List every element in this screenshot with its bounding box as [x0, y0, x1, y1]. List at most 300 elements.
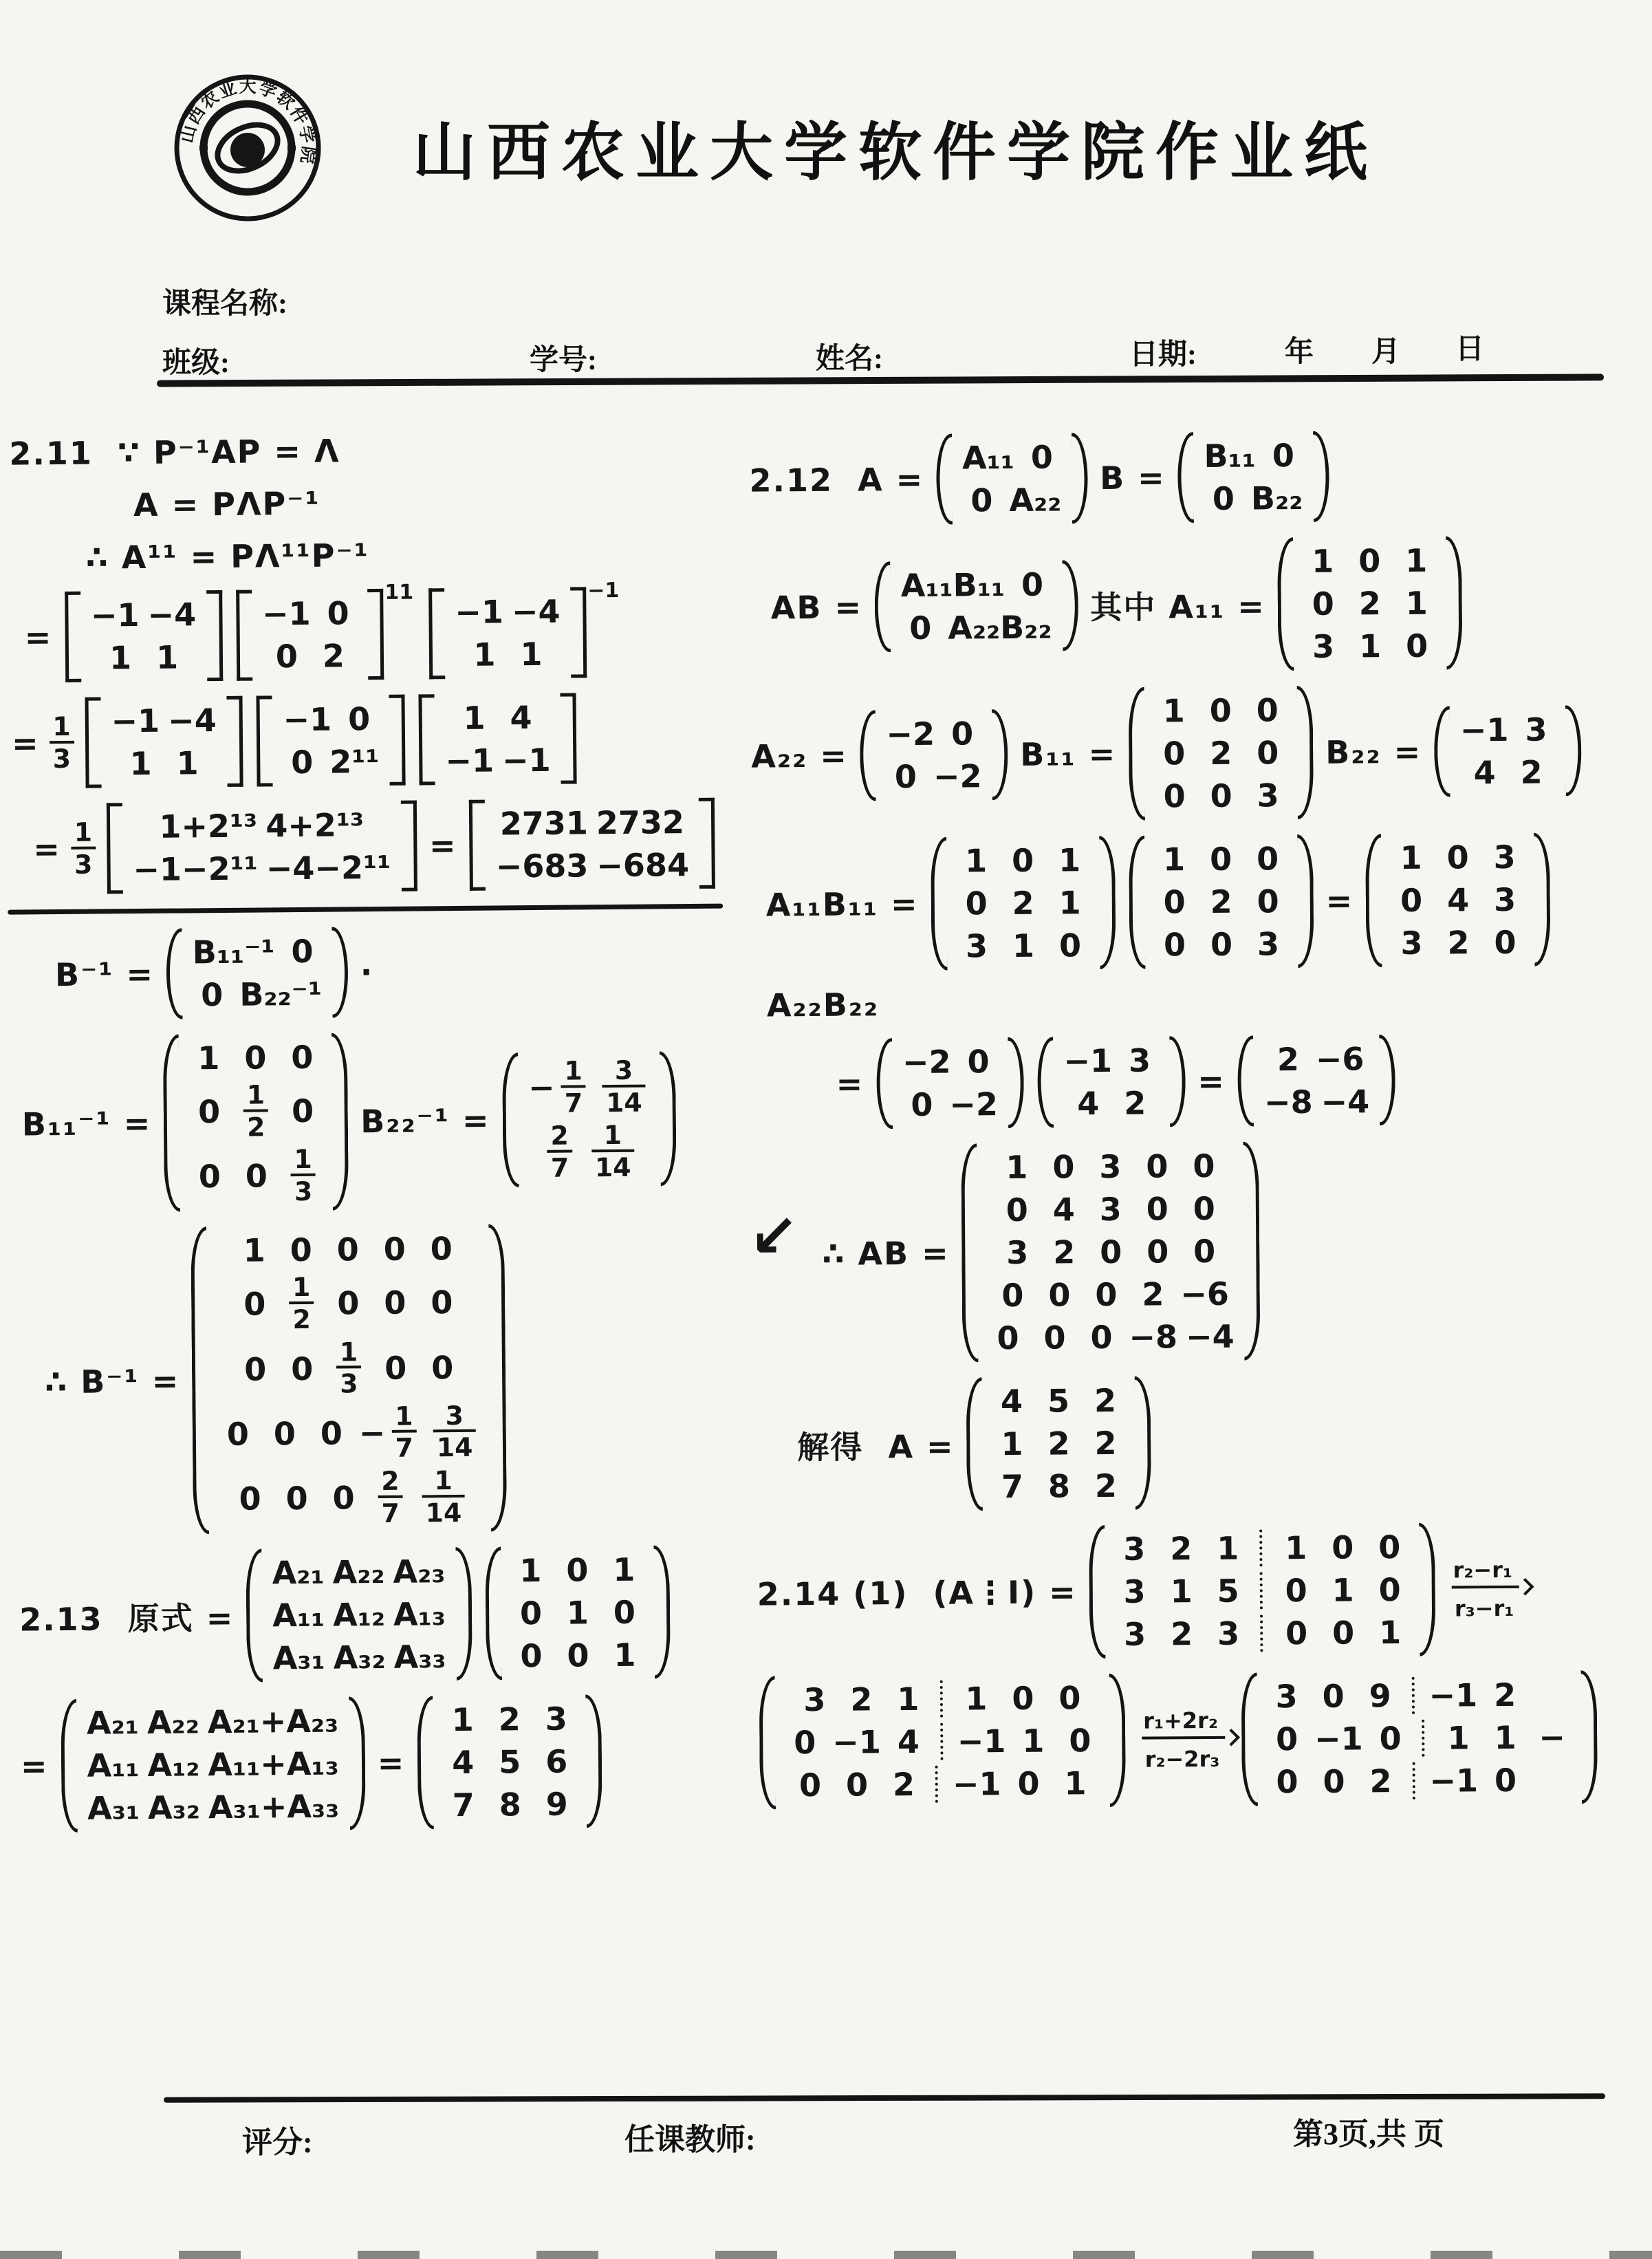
matrix-cell: −2 [902, 1043, 951, 1081]
matrix-cell [281, 1146, 327, 1206]
matrix-cell: 0 [290, 1231, 312, 1269]
matrix-row [492, 846, 693, 885]
matrix-row [1151, 840, 1290, 878]
matrix-row [985, 1275, 1237, 1315]
matrix-cell: 0 [243, 1350, 267, 1388]
matrix-row [213, 1230, 482, 1269]
matrix-cell: −4 [167, 702, 217, 739]
matrix-left-bracket [1241, 1673, 1257, 1806]
fraction-numerator: 1 [292, 1272, 311, 1303]
matrix-cell: 2¹¹ [329, 742, 380, 781]
matrix-cell: 0 [337, 1284, 360, 1322]
matrix-cell: 0 [244, 1039, 267, 1077]
matrix-row [954, 927, 1093, 964]
section-divider-line [8, 904, 723, 915]
matrix-cell: 0 [1212, 479, 1235, 517]
matrix-cell: 0 [1275, 1720, 1298, 1758]
fraction-denominator: 14 [422, 1494, 466, 1526]
fraction-numerator: 1 [434, 1465, 453, 1496]
fraction-denominator: 2 [243, 1109, 269, 1141]
matrix-row [1457, 753, 1559, 791]
matrix-cell: 1 [613, 1636, 636, 1674]
fraction-denominator: 3 [291, 1174, 316, 1206]
matrix-cell: −684 [596, 846, 690, 885]
matrix-cell: 0 [1100, 1233, 1122, 1271]
matrix-row [83, 1745, 343, 1784]
matrix [1037, 1036, 1185, 1127]
matrix-cell: −4 [147, 596, 197, 634]
matrix-left-bracket [107, 803, 123, 894]
matrix-cell: 2 [881, 1766, 938, 1804]
matrix-left-bracket [469, 800, 486, 891]
matrix-right-bracket [1446, 536, 1462, 669]
matrix-row [186, 1081, 326, 1142]
matrix-cell: A₂₂ [146, 1703, 200, 1742]
fraction-numerator: 1 [246, 1079, 265, 1110]
course-name-label: 课程名称: [162, 288, 287, 320]
matrix-cell: −4−2¹¹ [265, 848, 391, 887]
matrix-cell: 1 [520, 635, 543, 673]
matrix-cell: 5 [499, 1743, 521, 1781]
matrix-cell: 0 [1058, 927, 1082, 964]
matrix-cell: 1 [197, 1039, 220, 1077]
math-text: A = PΛP⁻¹ [133, 484, 320, 524]
matrix-cell: 5 [1047, 1382, 1070, 1420]
matrix-cell: −1 [455, 593, 504, 631]
matrix-cell: 0 [1400, 881, 1423, 920]
math-text: 解得 A = [797, 1427, 955, 1467]
matrix-cell: 6 [545, 1742, 568, 1781]
matrix-cell: 0 [290, 743, 314, 781]
matrix-right-bracket [1297, 686, 1314, 819]
matrix-cell: 3 [1128, 1041, 1151, 1079]
matrix-cell: 2 [1520, 753, 1543, 791]
matrix-cell: 0 [347, 700, 371, 738]
matrix-row [1263, 1676, 1574, 1715]
matrix-cell: 0 [1285, 1614, 1308, 1652]
matrix-cell: 2 [1012, 884, 1034, 922]
matrix [166, 927, 348, 1019]
math-line [3, 429, 741, 472]
math-line [743, 429, 1652, 526]
matrix-cell: 2 [1094, 1381, 1117, 1420]
matrix-cell: 5 [1206, 1572, 1263, 1610]
matrix-cell: −1 [957, 1722, 1006, 1760]
matrix [417, 1694, 602, 1829]
matrix-cell: 0 [1256, 691, 1279, 729]
fraction [239, 1081, 273, 1141]
matrix-cell: 3 [1257, 925, 1280, 963]
matrix-row [84, 1788, 343, 1827]
matrix-cell: A₁₂ [147, 1746, 200, 1784]
matrix-cell: A₂₃ [393, 1553, 446, 1590]
matrix-row [442, 742, 554, 779]
math-line [748, 1138, 1652, 1363]
matrix-cell: −8 [1129, 1318, 1178, 1356]
matrix-cell: 1+2¹³ [159, 807, 258, 845]
matrix-cell: 1 [1162, 841, 1186, 878]
math-text: 2.14 (1) (A⋮I) = [757, 1573, 1077, 1613]
matrix [107, 800, 417, 894]
matrix-cell: 0 [845, 1766, 869, 1804]
matrix-cell: A₁₁B₁₁ [900, 566, 1006, 605]
math-line [38, 1222, 750, 1536]
matrix-cell: 4 [510, 699, 532, 737]
matrix-right-bracket [1008, 1037, 1024, 1128]
matrix-cell [595, 1057, 653, 1117]
matrix-cell [326, 1336, 372, 1399]
matrix-cell: 0 [1163, 777, 1186, 815]
matrix-row [269, 1595, 449, 1634]
page-number-label: 第3页,共 页 [1293, 2117, 1444, 2151]
math-line [13, 1544, 752, 1684]
matrix-cell: A₃₂ [147, 1788, 201, 1827]
matrix [759, 1674, 1126, 1810]
fraction [359, 1403, 422, 1462]
matrix-cell: 1 [243, 1231, 265, 1270]
matrix-cell: 8 [1047, 1467, 1071, 1505]
matrix-cell: 0 [1146, 1147, 1169, 1185]
matrix-cell [525, 1057, 594, 1117]
matrix-cell: 0 [1378, 1571, 1401, 1609]
matrix-cell: 4+2¹³ [265, 806, 365, 845]
matrix-cell: 7 [452, 1786, 475, 1824]
matrix-cell: −4 [1185, 1317, 1235, 1356]
matrix-row [83, 1703, 343, 1742]
matrix-right-bracket [206, 590, 223, 681]
matrix-left-bracket [931, 837, 947, 971]
matrix-cell: 3 [1493, 838, 1516, 876]
matrix-row [186, 1039, 325, 1077]
matrix-cell: A₁₂ [332, 1596, 386, 1634]
matrix-right-bracket [1072, 433, 1088, 523]
matrix-cell: 2 [1276, 1041, 1300, 1079]
matrix-cell: 1 [1058, 841, 1081, 879]
fraction-numerator: 3 [614, 1055, 633, 1085]
matrix-row [1389, 839, 1528, 876]
matrix-cell: 0 [1193, 1147, 1215, 1185]
matrix-row [959, 481, 1065, 519]
math-text: 2.12 A = [749, 460, 924, 499]
month-label: 月 [1371, 336, 1401, 368]
matrix-row [279, 700, 382, 738]
fraction [286, 1146, 320, 1206]
matrix-cell: 1 [155, 638, 179, 676]
matrix-cell: A₃₃ [393, 1638, 446, 1676]
matrix-cell: 4 [1473, 754, 1496, 792]
fraction-denominator: 14 [433, 1429, 477, 1462]
math-line [14, 1693, 753, 1833]
matrix-cell: A₃₂ [333, 1639, 386, 1676]
matrix-row [441, 1786, 580, 1824]
matrix-cell: 0 [950, 715, 974, 753]
matrix-cell: 0 [1332, 1528, 1354, 1566]
matrix-right-bracket [226, 696, 243, 787]
matrix-cell: 2 [1170, 1615, 1193, 1653]
fraction-denominator: 3 [50, 740, 75, 772]
matrix-left-bracket [1129, 836, 1145, 969]
matrix-cell: 0 [239, 1480, 261, 1517]
matrix-cell: 1 [1447, 1719, 1470, 1757]
matrix-cell [356, 1403, 425, 1462]
matrix-cell: −2 [949, 1085, 999, 1123]
fraction-numerator: 1 [395, 1401, 413, 1431]
matrix-row [782, 1679, 1102, 1718]
matrix [1241, 1670, 1598, 1806]
fraction-numerator: 1 [603, 1120, 622, 1151]
matrix-cell: −1 [261, 594, 311, 633]
matrix-cell: 2 [1094, 1424, 1117, 1462]
matrix [61, 1696, 366, 1833]
arrow-mark: ↙ [748, 1202, 799, 1271]
matrix-left-bracket [191, 1227, 209, 1535]
math-text: B = [1099, 459, 1166, 497]
day-label: 日 [1455, 334, 1485, 365]
matrix-cell: 0 [567, 1636, 589, 1674]
math-text: B⁻¹ = [54, 955, 155, 994]
matrix-left-bracket [65, 592, 81, 682]
matrix-cell: 0 [1257, 734, 1279, 772]
matrix-cell: A₁₁ [87, 1747, 140, 1784]
matrix-cell: 0 [285, 1479, 308, 1517]
matrix [1129, 834, 1314, 969]
matrix-cell: 0 [273, 1414, 296, 1453]
math-line [792, 1372, 1652, 1512]
matrix-cell: −1 [1314, 1720, 1363, 1758]
matrix-cell: 1 [1022, 1722, 1045, 1760]
matrix-cell: B₂₂ [1250, 479, 1303, 517]
matrix-left-bracket [1237, 1036, 1254, 1127]
matrix-row [883, 757, 986, 795]
math-text: A₁₁B₁₁ = [765, 885, 919, 924]
matrix-row [1264, 1761, 1575, 1800]
matrix-cell: 2 [1053, 1233, 1076, 1271]
matrix-cell: −1 [283, 700, 332, 739]
math-text: = [428, 826, 457, 865]
matrix-cell: 0 [967, 1043, 990, 1081]
matrix-right-bracket [1313, 431, 1329, 522]
matrix-right-bracket [992, 709, 1008, 800]
matrix-right-bracket [1062, 560, 1078, 651]
math-text: = [1325, 882, 1354, 920]
fraction-numerator: 1 [74, 817, 93, 847]
matrix-cell: 0 [275, 637, 298, 675]
matrix-cell: 0 [1322, 1677, 1345, 1715]
matrix-left-bracket [256, 695, 272, 786]
matrix-row [782, 1722, 1102, 1761]
matrix-cell: −4 [1320, 1083, 1370, 1121]
matrix-right-bracket [699, 798, 715, 889]
matrix-left-bracket [61, 1699, 78, 1833]
matrix-row [279, 743, 383, 781]
matrix-cell: 1 [965, 1680, 988, 1718]
matrix-row [189, 933, 325, 971]
matrix-row [259, 637, 361, 675]
matrix-row [259, 594, 361, 632]
matrix-left-bracket [876, 1038, 893, 1129]
matrix-row [1200, 437, 1306, 475]
matrix-cell: 2731 [499, 804, 589, 843]
matrix-cell: −1 [501, 741, 551, 779]
matrix [163, 1033, 349, 1212]
matrix-row [270, 1638, 450, 1676]
matrix-cell: 0 [336, 1231, 359, 1268]
fraction-numerator: 3 [445, 1400, 464, 1431]
matrix-row [1151, 777, 1290, 814]
matrix-cell: 0 [290, 1350, 314, 1387]
matrix-row [129, 849, 394, 888]
matrix-cell: 0 [1006, 1191, 1028, 1229]
matrix-row [990, 1467, 1129, 1505]
matrix-cell: 0 [431, 1348, 454, 1386]
matrix-left-bracket [502, 1052, 519, 1188]
matrix [246, 1547, 472, 1683]
footer-divider-line [164, 2093, 1605, 2102]
matrix-cell: 0 [1030, 438, 1054, 476]
math-line [765, 534, 1652, 674]
matrix-cell: −1 [1063, 1041, 1113, 1080]
matrix-cell: 3 [1099, 1147, 1122, 1186]
matrix [860, 709, 1008, 801]
matrix-cell: 0 [911, 1085, 933, 1123]
matrix-cell: 2 [850, 1680, 873, 1718]
matrix-cell: 0 [198, 1158, 221, 1196]
matrix-cell: −1 [1459, 711, 1509, 749]
math-text: A₂₂B₂₂ [766, 986, 880, 1024]
matrix-row [452, 636, 565, 673]
matrix-cell: −1 [90, 596, 140, 634]
logo-text: 山西农业大学软件学院 [176, 76, 319, 166]
matrix-row [1112, 1614, 1413, 1653]
matrix-row [989, 1425, 1128, 1462]
matrix [1365, 832, 1550, 967]
matrix-left-bracket [417, 1696, 434, 1829]
matrix-cell: −4 [511, 592, 561, 631]
math-text: = [24, 618, 53, 656]
matrix-cell: 2 [498, 1700, 521, 1738]
fraction [417, 1467, 469, 1527]
matrix-cell: 3 [1099, 1190, 1122, 1229]
matrix [191, 1224, 507, 1535]
matrix-cell: 0 [384, 1284, 406, 1322]
matrix-row [107, 702, 220, 739]
matrix-cell: 0 [320, 1414, 343, 1452]
matrix-cell: 1 [473, 636, 496, 673]
matrix-cell: 0 [1312, 585, 1334, 623]
teacher-label: 任课教师: [624, 2123, 756, 2157]
matrix-row [440, 1743, 579, 1782]
matrix-row [1060, 1041, 1162, 1079]
matrix-cell: 0 [1146, 1190, 1169, 1228]
matrix-row [882, 715, 985, 753]
matrix-cell: A₂₁ [272, 1553, 325, 1592]
matrix-cell: 1 [1494, 1718, 1517, 1757]
matrix-cell: 0 [1095, 1275, 1118, 1314]
matrix-row [492, 803, 693, 843]
matrix-cell: A₂₂B₂₂ [948, 608, 1052, 647]
matrix-cell: 4 [452, 1743, 475, 1782]
matrix-cell: 0 [1272, 437, 1295, 475]
matrix [1277, 536, 1462, 671]
matrix-left-bracket [966, 1377, 983, 1511]
matrix-cell: −1−2¹¹ [133, 850, 259, 889]
matrix-left-bracket [1177, 432, 1194, 523]
matrix-row [1457, 711, 1559, 748]
matrix-cell: 0 [1210, 777, 1232, 814]
matrix-cell: 1 [1378, 1614, 1402, 1652]
fraction-denominator: 7 [378, 1495, 403, 1527]
matrix-cell: A₂₁ [86, 1704, 140, 1742]
matrix-row [1112, 1571, 1413, 1610]
matrix-left-bracket [1129, 687, 1145, 821]
fraction-denominator: 7 [391, 1430, 417, 1462]
matrix-cell: 2732 [596, 803, 685, 842]
matrix-row [984, 1190, 1237, 1229]
name-label: 姓名: [816, 343, 883, 375]
matrix-cell: 0 [1405, 627, 1428, 664]
matrix-cell: A₁₁+A₁₃ [208, 1744, 339, 1784]
matrix-cell: 0 [894, 757, 917, 796]
matrix-cell: B₂₂⁻¹ [239, 975, 323, 1013]
matrix [485, 1545, 671, 1680]
matrix-left-bracket [166, 928, 182, 1019]
matrix-right-bracket [660, 1051, 677, 1187]
matrix-left-bracket [428, 588, 445, 679]
matrix-right-bracket [332, 927, 348, 1017]
matrix-cell: −1 [1428, 1676, 1478, 1714]
matrix-row [1301, 627, 1439, 665]
matrix-cell: 1 [451, 1700, 474, 1739]
matrix [1089, 1523, 1435, 1659]
matrix-row [189, 975, 325, 1014]
matrix-cell: 0 [1090, 1318, 1113, 1357]
matrix-cell: 0 [332, 1479, 355, 1517]
math-text: ∴ AB = [822, 1234, 950, 1273]
math-text: B₂₂⁻¹ = [360, 1101, 490, 1141]
matrix-row [187, 1146, 327, 1207]
matrix-cell: 0 [1257, 883, 1279, 920]
matrix-cell: 0 [327, 594, 349, 632]
fraction [373, 1465, 407, 1528]
page-title: 山西农业大学软件学院作业纸 [413, 118, 1379, 188]
matrix-row [989, 1382, 1128, 1420]
matrix-cell: 0 [1017, 1764, 1040, 1802]
matrix-cell: 2 [1094, 1467, 1118, 1505]
fraction-denominator: 14 [591, 1149, 635, 1182]
matrix-row [984, 1233, 1237, 1272]
right-solution-column [743, 413, 1652, 1824]
matrix-cell: 1 [1400, 839, 1422, 877]
matrix-cell: 0 [431, 1284, 453, 1321]
matrix [875, 560, 1078, 652]
matrix-cell: 0 [383, 1231, 406, 1268]
fraction-denominator: 3 [336, 1365, 362, 1398]
fraction-denominator: 2 [289, 1301, 314, 1334]
matrix-cell: 2 [1210, 883, 1232, 920]
matrix-cell: 3 [545, 1700, 567, 1738]
math-text: 2.11 ∵ P⁻¹AP = Λ [9, 432, 340, 473]
matrix [936, 433, 1088, 525]
matrix-row [1389, 924, 1528, 962]
matrix-cell: 4 [1052, 1191, 1075, 1229]
matrix-cell: A₃₁ [272, 1639, 325, 1677]
matrix-cell [414, 1467, 472, 1527]
matrix-cell: −1 [111, 702, 160, 740]
matrix-cell [425, 1402, 483, 1462]
matrix-cell: 3 [803, 1680, 826, 1719]
matrix-cell: 1 [1170, 1572, 1193, 1610]
matrix-cell: 1 [519, 1552, 542, 1590]
